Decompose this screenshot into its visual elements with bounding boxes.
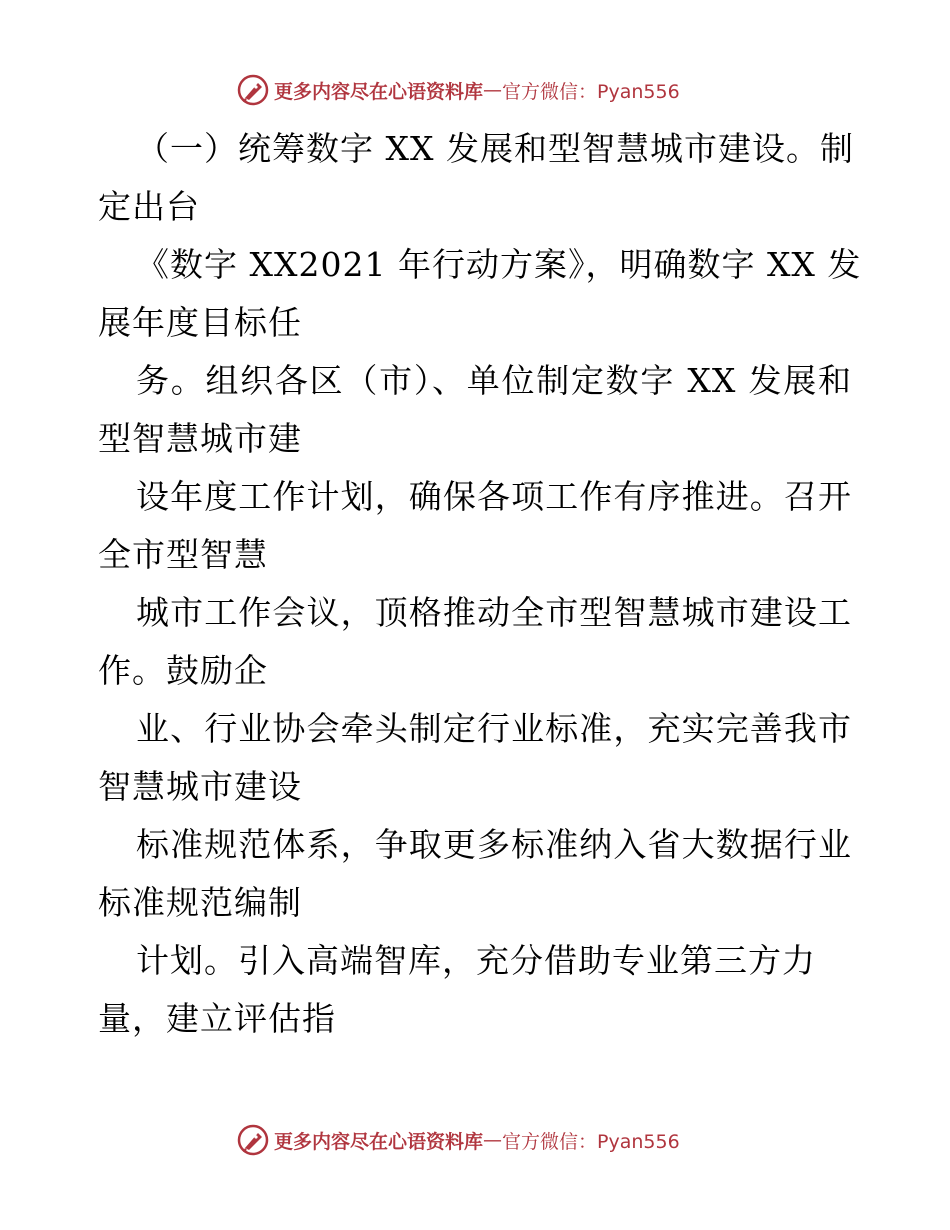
footer-banner — [236, 1122, 680, 1158]
text-line: 务。组织各区（市）、单位制定数字 XX 发展和 — [136, 361, 852, 400]
banner-wechat: 官方微信：Pyan556 — [502, 1130, 680, 1153]
text-line: 《数字 XX2021 年行动方案》，明确数字 XX 发 — [136, 245, 862, 284]
text-line: 全市型智慧 — [98, 535, 268, 574]
text-line: 业、行业协会牵头制定行业标准，充实完善我市 — [136, 709, 852, 748]
document-body — [98, 120, 862, 1048]
banner-title: 更多内容尽在心语资料库 — [274, 80, 484, 103]
text-line: 展年度目标任 — [98, 303, 302, 342]
text-line: 城市工作会议，顶格推动全市型智慧城市建设工 — [136, 593, 852, 632]
banner-dash: — — [483, 79, 503, 101]
text-line: 定出台 — [98, 187, 200, 226]
header-banner — [236, 72, 680, 108]
banner-title: 更多内容尽在心语资料库 — [274, 1130, 484, 1153]
text-line: 量，建立评估指 — [98, 999, 336, 1038]
text-line: 标准规范编制 — [98, 883, 302, 922]
pen-nib-logo-icon — [236, 73, 270, 107]
pen-nib-logo-icon — [236, 1123, 270, 1157]
banner-dash: — — [483, 1129, 503, 1151]
text-line: 设年度工作计划，确保各项工作有序推进。召开 — [136, 477, 852, 516]
text-line: 标准规范体系，争取更多标准纳入省大数据行业 — [136, 825, 852, 864]
text-line: （一）统筹数字 XX 发展和型智慧城市建设。制 — [136, 129, 854, 168]
banner-wechat: 官方微信：Pyan556 — [502, 80, 680, 103]
text-line: 型智慧城市建 — [98, 419, 302, 458]
text-line: 计划。引入高端智库，充分借助专业第三方力 — [136, 941, 816, 980]
text-line: 智慧城市建设 — [98, 767, 302, 806]
text-line: 作。鼓励企 — [98, 651, 268, 690]
